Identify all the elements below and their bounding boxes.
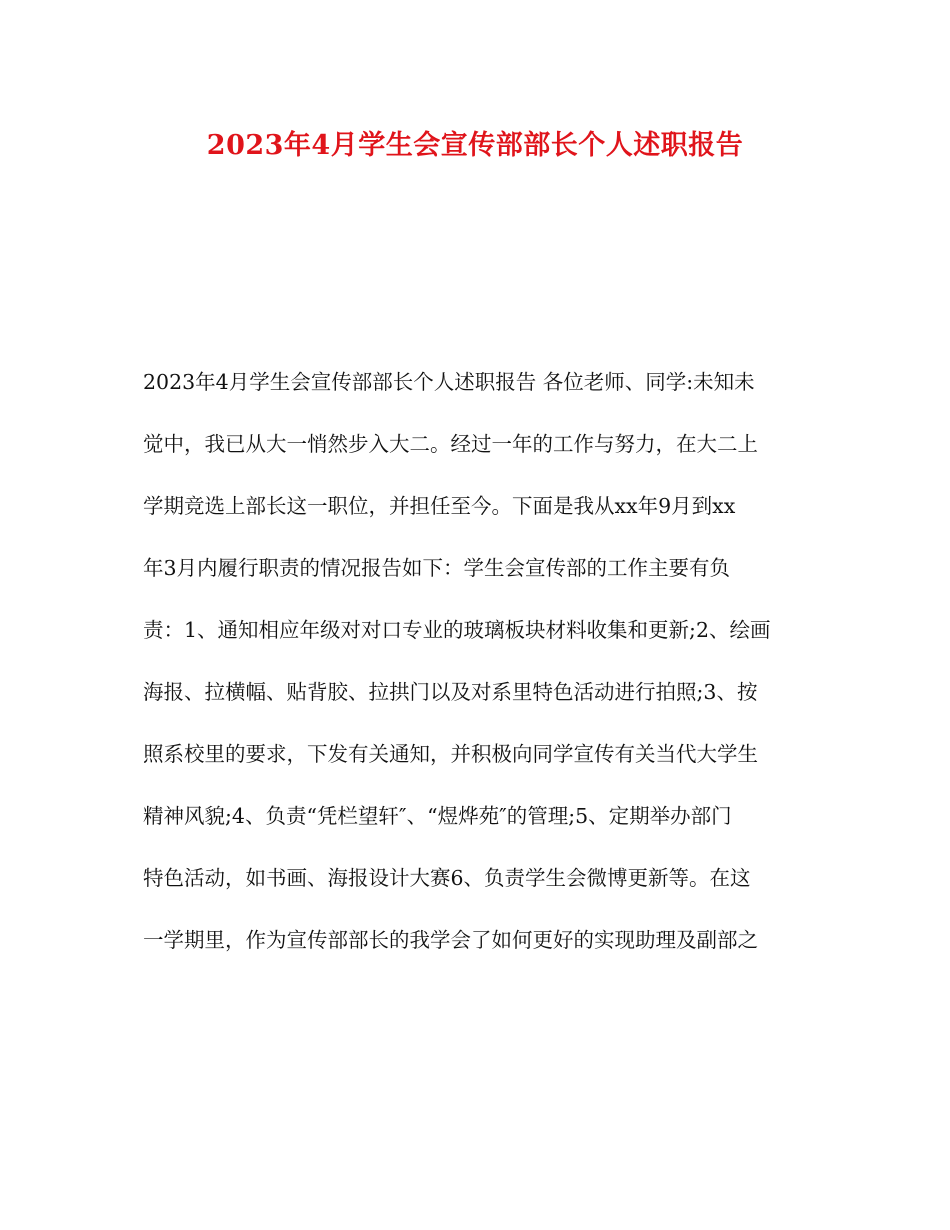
body-line: 一学期里，作为宣传部部长的我学会了如何更好的实现助理及副部之 [143, 928, 758, 952]
body-line: 责：1、通知相应年级对对口专业的玻璃板块材料收集和更新;2、绘画 [143, 618, 771, 642]
document-title: 2023年4月学生会宣传部部长个人述职报告 [206, 130, 744, 161]
body-line: 精神风貌;4、负责“凭栏望轩″、“煜烨苑″的管理;5、定期举办部门 [143, 804, 732, 828]
body-line: 学期竞选上部长这一职位，并担任至今。下面是我从xx年9月到xx [143, 494, 736, 518]
body-line: 年3月内履行职责的情况报告如下：学生会宣传部的工作主要有负 [143, 556, 731, 580]
document-body [143, 362, 813, 982]
body-line: 觉中，我已从大一悄然步入大二。经过一年的工作与努力，在大二上 [143, 432, 758, 456]
body-line: 照系校里的要求，下发有关通知，并积极向同学宣传有关当代大学生 [143, 742, 758, 766]
body-line: 特色活动，如书画、海报设计大赛6、负责学生会微博更新等。在这 [143, 866, 751, 890]
body-line: 海报、拉横幅、贴背胶、拉拱门以及对系里特色活动进行拍照;3、按 [143, 680, 758, 704]
body-line: 2023年4月学生会宣传部部长个人述职报告 各位老师、同学:未知未 [143, 370, 755, 394]
